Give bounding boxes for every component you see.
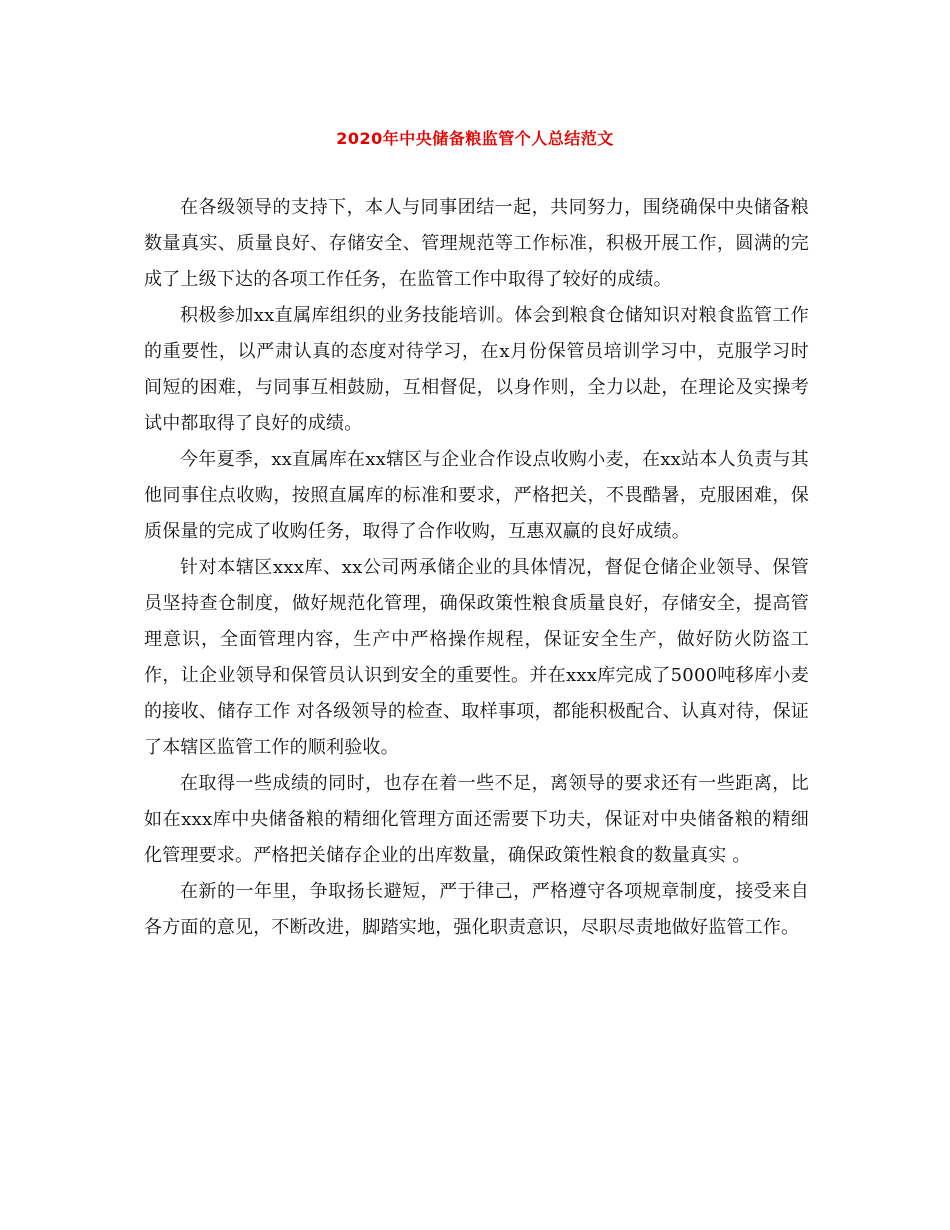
document-title: 2020年中央储备粮监管个人总结范文	[336, 129, 614, 148]
paragraph-summer-purchase: 今年夏季，xx直属库在xx辖区与企业合作设点收购小麦，在xx站本人负责与其他同事住点收购，按照直属库的标准和要求，严格把关，不畏酷暑，克服困难，保质保量的完成了收购任务，取得了合作收购，互惠双赢的良好成绩。	[144, 449, 809, 542]
paragraph-storage-supervision: 针对本辖区xxx库、xx公司两承储企业的具体情况，督促仓储企业领导、保管员坚持查仓制度，做好规范化管理，确保政策性粮食质量良好，存储安全，提高管理意识，全面管理内容，生产中严格操作规程，保证安全生产，做好防火防盗工作，让企业领导和保管员认识到安全的重要性。并在xxx库完成了5000吨移库小麦的接收、储存工作 对各级领导的检查、取样事项，都能积极配合、认真对待，保证了本辖区监管工作的顺利验收。	[144, 557, 809, 758]
paragraph-shortcomings: 在取得一些成绩的同时，也存在着一些不足，离领导的要求还有一些距离，比如在xxx库中央储备粮的精细化管理方面还需要下功夫，保证对中央储备粮的精细化管理要求。严格把关储存企业的出库数量，确保政策性粮食的数量真实 。	[144, 773, 809, 866]
paragraph-intro: 在各级领导的支持下，本人与同事团结一起，共同努力，围绕确保中央储备粮数量真实、质量良好、存储安全、管理规范等工作标准，积极开展工作，圆满的完成了上级下达的各项工作任务，在监管工作中取得了较好的成绩。	[144, 197, 809, 290]
paragraph-new-year: 在新的一年里，争取扬长避短，严于律己，严格遵守各项规章制度，接受来自各方面的意见，不断改进，脚踏实地，强化职责意识，尽职尽责地做好监管工作。	[144, 881, 809, 938]
paragraph-training: 积极参加xx直属库组织的业务技能培训。体会到粮食仓储知识对粮食监管工作的重要性，以严肃认真的态度对待学习，在x月份保管员培训学习中，克服学习时间短的困难，与同事互相鼓励，互相督促，以身作则，全力以赴，在理论及实操考试中都取得了良好的成绩。	[144, 305, 809, 434]
document-body	[144, 190, 809, 946]
